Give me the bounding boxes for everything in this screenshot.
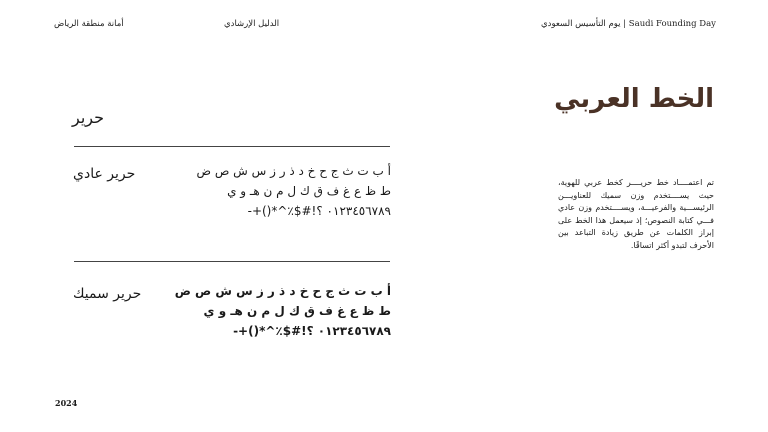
regular-weight-label: حرير عادي [73,166,136,182]
glyph-line: ط ظ ع غ ف ق ك ل م ن هـ و ي [203,304,391,318]
header-guide-title: الدليل الإرشادي [224,19,280,29]
glyph-line: ٠١٢٣٤٥٦٧٨٩ ؟!#$٪^*()+- [247,204,391,218]
font-name: حرير [72,108,104,127]
regular-glyph-specimen [196,161,391,221]
bold-glyph-specimen [174,281,391,341]
section-description: تم اعتمــــاد خط حريــــر كخط عربي للهوية، حيث يســــتخدم وزن سميك للعناويـــن الرئيســـية والفرعيـــة، ويســــتخدم وزن عادي فـــي كتابة النصوص؛ إذ سيعمل هذا الخط على إبراز الكلمات عن طريق زيادة التباعد بين الأحرف لتبدو أكثر اتساقًا. [558,178,714,250]
glyph-line: ٠١٢٣٤٥٦٧٨٩ ؟!#$٪^*()+- [233,324,391,338]
header-event-title: يوم التأسيس السعودي | Saudi Founding Day [541,19,716,29]
glyph-line: ط ظ ع غ ف ق ك ل م ن هـ و ي [227,184,391,198]
header-organization: أمانة منطقة الرياض [54,19,124,29]
footer-year: 2024 [55,398,78,408]
glyph-line: أ ب ت ث ج ح خ د ذ ر ز س ش ص ض [174,284,391,298]
section-title: الخط العربي [554,84,714,114]
divider [74,146,390,147]
divider [74,261,390,262]
glyph-line: أ ب ت ث ج ح خ د ذ ر ز س ش ص ض [196,164,391,178]
bold-weight-label: حرير سميك [73,286,142,302]
